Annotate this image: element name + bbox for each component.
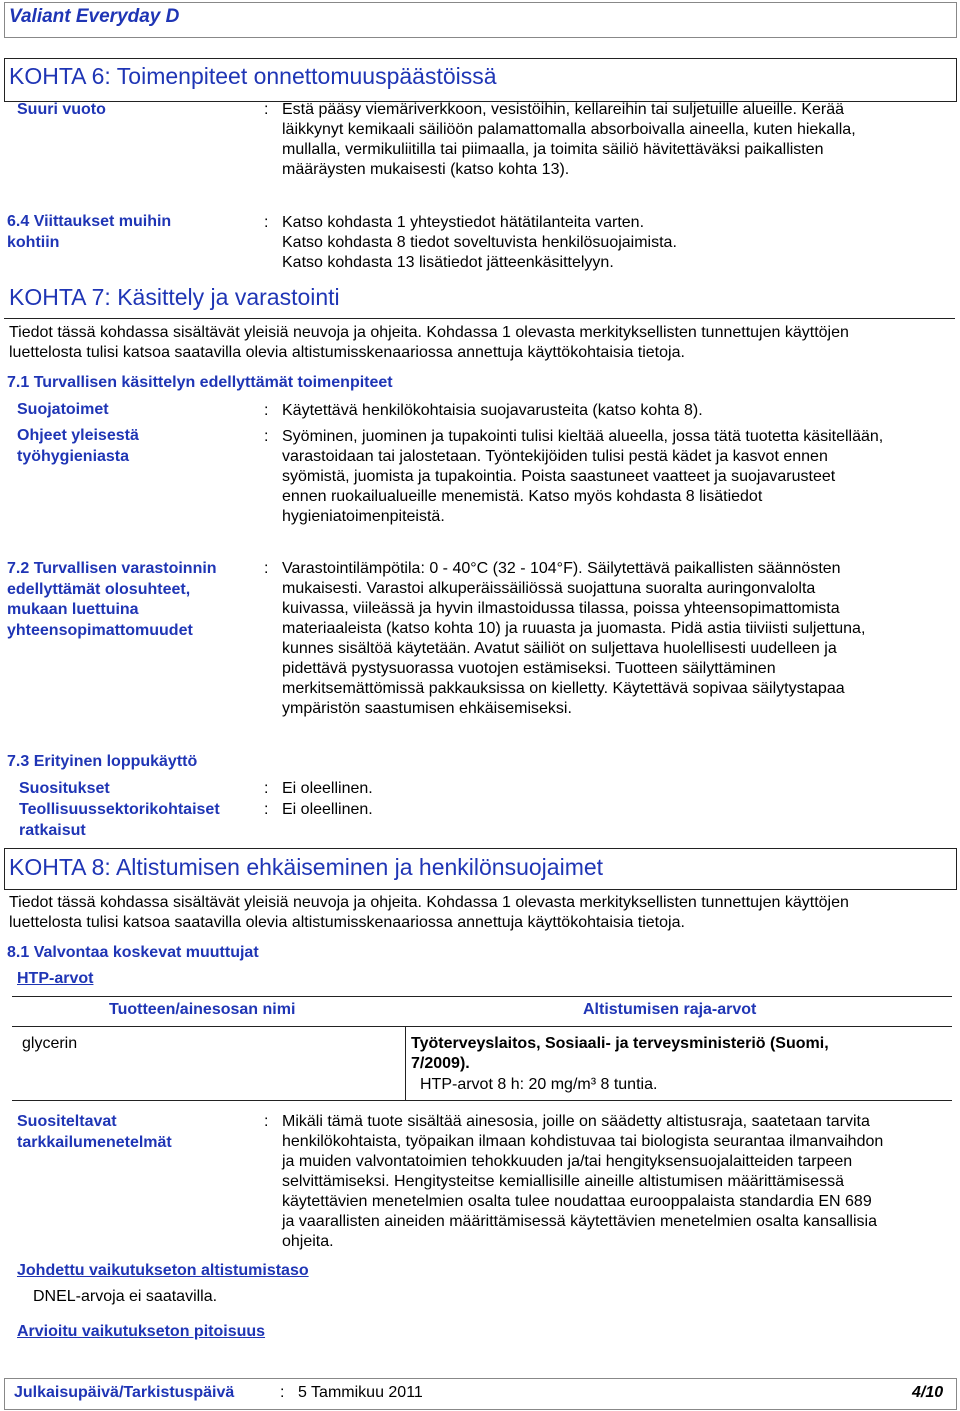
- htp-link[interactable]: HTP-arvot: [17, 970, 94, 987]
- col-header-name: Tuotteen/ainesosan nimi: [109, 1001, 296, 1018]
- section-7-title: KOHTA 7: Käsittely ja varastointi: [9, 284, 340, 310]
- table-cell-name: glycerin: [22, 1035, 78, 1052]
- table-bottom-border: [12, 1100, 952, 1101]
- protective-label: Suojatoimet: [17, 401, 109, 418]
- col-header-limits: Altistumisen raja-arvot: [583, 1001, 757, 1018]
- spill-label: Suuri vuoto: [17, 101, 106, 118]
- pnec-link[interactable]: Arvioitu vaikutukseton pitoisuus: [17, 1323, 266, 1340]
- refs-label: 6.4 Viittaukset muihin kohtiin: [7, 213, 172, 251]
- colon: :: [264, 402, 269, 419]
- table-cell-limit-source: Työterveyslaitos, Sosiaali- ja terveysministeriö (Suomi, 7/2009).: [411, 1035, 829, 1072]
- subsection-7-3: 7.3 Erityinen loppukäyttö: [7, 753, 198, 770]
- colon: :: [280, 1384, 285, 1401]
- product-name: Valiant Everyday D: [9, 6, 180, 27]
- footer-date: 5 Tammikuu 2011: [298, 1384, 423, 1401]
- recommendations-label: Suositukset: [19, 780, 110, 797]
- monitoring-text: Mikäli tämä tuote sisältää ainesosia, joille on säädetty altistusraja, saatetaan tarvita henkilökohtaista, työpaikan ilmaan kohdistuvaa tai biologista seurantaa ilmanvaihdon ja muiden valvontatoimien tehokkuuden ja/tai hengityksensuojalaitteiden tarpeen selvittämiseksi. Hengitysteitse kemiallisille aineille altistumisen määrittämisessä käytettävien menetelmien osalta tulee noudattaa eurooppalaista standardia EN 689 ja vaarallisten aineiden määrittämisessä käytettävien menetelmien osalta kansallisia ohjeita.: [282, 1113, 884, 1250]
- storage-label: 7.2 Turvallisen varastoinnin edellyttämät olosuhteet, mukaan luettuina yhteensopimattomuudet: [7, 560, 217, 639]
- page-number: 4/10: [912, 1384, 944, 1401]
- spill-text: Estä pääsy viemäriverkkoon, vesistöihin, kellareihin tai suljetuille alueille. Kerää läikkynyt kemikaali säiliöön palamattomalla absorboivalla aineella, kuten hiekalla, mullalla, vermikuliitilla tai piimaalla, ja toimita säiliö hävitettäväksi paikallisten määräysten mukaisesti (katso kohta 13).: [282, 101, 856, 178]
- subsection-8-1: 8.1 Valvontaa koskevat muuttujat: [7, 944, 259, 961]
- refs-text: Katso kohdasta 1 yhteystiedot hätätilanteita varten. Katso kohdasta 8 tiedot soveltuvista henkilösuojaimista. Katso kohdasta 13 lisätiedot jätteenkäsittelyyn.: [282, 214, 677, 271]
- section-8-title: KOHTA 8: Altistumisen ehkäiseminen ja henkilönsuojaimet: [9, 854, 604, 880]
- industry-label: Teollisuussektorikohtaiset ratkaisut: [19, 801, 220, 839]
- table-header-border: [12, 1026, 952, 1027]
- colon: :: [264, 801, 269, 818]
- storage-text: Varastointilämpötila: 0 - 40°C (32 - 104°F). Säilytettävä paikallisten säännösten mukaisesti. Varastoi alkuperäissäiliössä suojattuna suoralta auringonvalolta kuivassa, viileässä ja hyvin ilmastoidussa tilassa, poissa yhteensopimattomista materiaaleista (katso kohta 10) ja ruuasta ja juomasta. Pidä astia tiiviisti suljettuna, kunnes sisältöä käytetään. Avatut säiliöt on suljettava huolellisesti uudelleen ja pidettävä pystysuorassa vuotojen estämiseksi. Tuotteen säilyttäminen merkitsemättömissä pakkauksissa on kielletty. Käytettävä sopivaa säilytystapaa ympäristön saastumisen ehkäisemiseksi.: [282, 560, 866, 717]
- industry-value: Ei oleellinen.: [282, 801, 373, 818]
- dnel-link[interactable]: Johdettu vaikutukseton altistumistaso: [17, 1262, 309, 1279]
- footer-date-label: Julkaisupäivä/Tarkistuspäivä: [14, 1384, 235, 1401]
- recommendations-value: Ei oleellinen.: [282, 780, 373, 797]
- section-7-divider: [4, 318, 955, 319]
- table-col-divider: [405, 1026, 406, 1101]
- section-6-title: KOHTA 6: Toimenpiteet onnettomuuspäästöissä: [9, 63, 497, 89]
- protective-text: Käytettävä henkilökohtaisia suojavarusteita (katso kohta 8).: [282, 402, 703, 419]
- colon: :: [264, 780, 269, 797]
- table-cell-limit-value: HTP-arvot 8 h: 20 mg/m³ 8 tuntia.: [420, 1076, 658, 1093]
- dnel-value: DNEL-arvoja ei saatavilla.: [33, 1288, 218, 1305]
- hygiene-text: Syöminen, juominen ja tupakointi tulisi kieltää alueella, jossa tätä tuotetta käsitellään, varastoidaan tai jalostetaan. Työntekijöiden tulisi pestä kädet ja kasvot ennen syömistä, juomista ja tupakointia. Poista saastuneet vaatteet ja suojavarusteet ennen ruokailualueille menemistä. Katso myös kohdasta 8 lisätiedot hygieniatoimenpiteistä.: [282, 428, 884, 525]
- section-7-intro: Tiedot tässä kohdassa sisältävät yleisiä neuvoja ja ohjeita. Kohdassa 1 olevasta merkityksellisten tunnettujen käyttöjen luettelosta tulisi katsoa saatavilla olevia altistumisskenaariossa annettuja käyttökohtaisia tietoja.: [9, 324, 849, 361]
- table-top-border: [12, 996, 952, 997]
- subsection-7-1: 7.1 Turvallisen käsittelyn edellyttämät toimenpiteet: [7, 374, 393, 391]
- monitoring-label: Suositeltavat tarkkailumenetelmät: [17, 1113, 172, 1151]
- colon: :: [264, 101, 269, 118]
- colon: :: [264, 560, 269, 577]
- colon: :: [264, 428, 269, 445]
- colon: :: [264, 214, 269, 231]
- section-8-intro: Tiedot tässä kohdassa sisältävät yleisiä neuvoja ja ohjeita. Kohdassa 1 olevasta merkityksellisten tunnettujen käyttöjen luettelosta tulisi katsoa saatavilla olevia altistumisskenaariossa annettuja käyttökohtaisia tietoja.: [9, 894, 849, 931]
- hygiene-label: Ohjeet yleisestä työhygieniasta: [17, 427, 139, 465]
- colon: :: [264, 1113, 269, 1130]
